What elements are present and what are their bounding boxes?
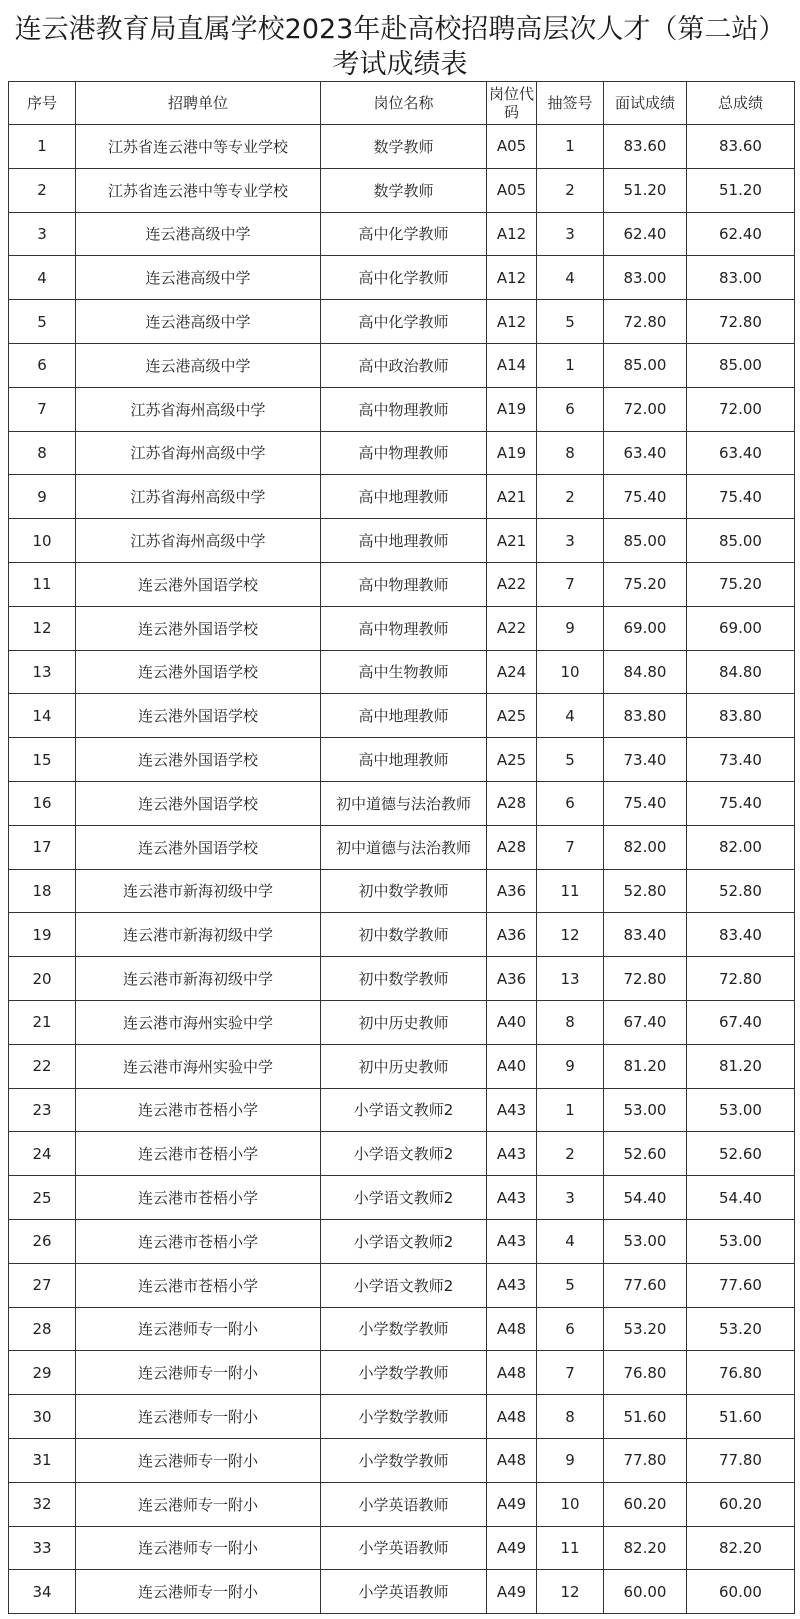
- cell-position: 初中历史教师: [321, 1044, 487, 1088]
- table-row: [9, 1526, 795, 1570]
- cell-position: 数学教师: [321, 125, 487, 169]
- cell-total: 51.60: [687, 1395, 795, 1439]
- cell-no: 22: [9, 1044, 76, 1088]
- cell-unit: 江苏省海州高级中学: [76, 431, 321, 475]
- table-row: [9, 1351, 795, 1395]
- cell-code: A48: [487, 1351, 537, 1395]
- cell-unit: 连云港外国语学校: [76, 562, 321, 606]
- cell-position: 小学语文教师2: [321, 1263, 487, 1307]
- cell-unit: 连云港市新海初级中学: [76, 957, 321, 1001]
- header-lot: 抽签号: [537, 82, 604, 125]
- cell-unit: 连云港市苍梧小学: [76, 1132, 321, 1176]
- cell-no: 18: [9, 869, 76, 913]
- table-row: [9, 1482, 795, 1526]
- cell-lot: 6: [537, 1307, 604, 1351]
- table-row: [9, 256, 795, 300]
- cell-no: 21: [9, 1000, 76, 1044]
- cell-total: 52.80: [687, 869, 795, 913]
- cell-position: 初中道德与法治教师: [321, 781, 487, 825]
- cell-code: A14: [487, 343, 537, 387]
- cell-code: A48: [487, 1438, 537, 1482]
- cell-total: 51.20: [687, 168, 795, 212]
- cell-position: 高中生物教师: [321, 650, 487, 694]
- cell-no: 12: [9, 606, 76, 650]
- cell-lot: 10: [537, 650, 604, 694]
- cell-no: 23: [9, 1088, 76, 1132]
- cell-unit: 连云港高级中学: [76, 343, 321, 387]
- cell-position: 高中化学教师: [321, 300, 487, 344]
- header-total: 总成绩: [687, 82, 795, 125]
- table-row: [9, 1044, 795, 1088]
- score-table: [8, 81, 795, 1614]
- cell-total: 53.00: [687, 1219, 795, 1263]
- cell-code: A05: [487, 168, 537, 212]
- cell-code: A28: [487, 781, 537, 825]
- cell-lot: 4: [537, 694, 604, 738]
- cell-total: 85.00: [687, 519, 795, 563]
- cell-unit: 连云港高级中学: [76, 300, 321, 344]
- cell-code: A36: [487, 869, 537, 913]
- cell-code: A43: [487, 1132, 537, 1176]
- cell-unit: 连云港市苍梧小学: [76, 1263, 321, 1307]
- cell-total: 77.60: [687, 1263, 795, 1307]
- cell-interview: 52.60: [604, 1132, 687, 1176]
- cell-unit: 连云港师专一附小: [76, 1351, 321, 1395]
- cell-interview: 54.40: [604, 1176, 687, 1220]
- cell-total: 72.80: [687, 300, 795, 344]
- cell-code: A22: [487, 606, 537, 650]
- cell-position: 高中地理教师: [321, 475, 487, 519]
- cell-code: A43: [487, 1088, 537, 1132]
- cell-interview: 83.80: [604, 694, 687, 738]
- cell-unit: 连云港外国语学校: [76, 825, 321, 869]
- cell-lot: 3: [537, 1176, 604, 1220]
- cell-interview: 72.80: [604, 957, 687, 1001]
- cell-interview: 72.00: [604, 387, 687, 431]
- header-no: 序号: [9, 82, 76, 125]
- cell-position: 高中地理教师: [321, 738, 487, 782]
- cell-position: 高中地理教师: [321, 694, 487, 738]
- cell-code: A19: [487, 431, 537, 475]
- cell-unit: 江苏省海州高级中学: [76, 519, 321, 563]
- table-row: [9, 387, 795, 431]
- cell-interview: 69.00: [604, 606, 687, 650]
- cell-position: 高中政治教师: [321, 343, 487, 387]
- cell-no: 8: [9, 431, 76, 475]
- cell-code: A49: [487, 1482, 537, 1526]
- table-row: [9, 825, 795, 869]
- cell-unit: 连云港市新海初级中学: [76, 869, 321, 913]
- cell-total: 85.00: [687, 343, 795, 387]
- cell-total: 75.20: [687, 562, 795, 606]
- cell-interview: 77.60: [604, 1263, 687, 1307]
- cell-position: 高中地理教师: [321, 519, 487, 563]
- cell-no: 32: [9, 1482, 76, 1526]
- cell-lot: 7: [537, 825, 604, 869]
- table-row: [9, 957, 795, 1001]
- cell-interview: 85.00: [604, 343, 687, 387]
- cell-position: 初中数学教师: [321, 913, 487, 957]
- cell-interview: 60.20: [604, 1482, 687, 1526]
- cell-lot: 8: [537, 1395, 604, 1439]
- cell-code: A40: [487, 1044, 537, 1088]
- cell-no: 3: [9, 212, 76, 256]
- cell-no: 5: [9, 300, 76, 344]
- cell-code: A21: [487, 519, 537, 563]
- cell-lot: 9: [537, 606, 604, 650]
- cell-no: 20: [9, 957, 76, 1001]
- cell-total: 72.80: [687, 957, 795, 1001]
- cell-lot: 4: [537, 1219, 604, 1263]
- cell-interview: 63.40: [604, 431, 687, 475]
- cell-unit: 连云港市苍梧小学: [76, 1088, 321, 1132]
- cell-total: 83.40: [687, 913, 795, 957]
- cell-interview: 81.20: [604, 1044, 687, 1088]
- document-subtitle: 考试成绩表: [332, 49, 468, 80]
- cell-total: 75.40: [687, 475, 795, 519]
- cell-interview: 53.20: [604, 1307, 687, 1351]
- table-row: [9, 1263, 795, 1307]
- cell-code: A12: [487, 256, 537, 300]
- table-row: [9, 168, 795, 212]
- cell-lot: 9: [537, 1438, 604, 1482]
- cell-unit: 连云港市新海初级中学: [76, 913, 321, 957]
- cell-lot: 2: [537, 1132, 604, 1176]
- cell-total: 83.60: [687, 125, 795, 169]
- cell-interview: 83.60: [604, 125, 687, 169]
- table-row: [9, 212, 795, 256]
- cell-unit: 连云港外国语学校: [76, 781, 321, 825]
- cell-interview: 51.20: [604, 168, 687, 212]
- table-body: [9, 125, 795, 1614]
- cell-code: A21: [487, 475, 537, 519]
- cell-position: 初中数学教师: [321, 869, 487, 913]
- cell-lot: 1: [537, 125, 604, 169]
- cell-no: 27: [9, 1263, 76, 1307]
- cell-unit: 连云港市苍梧小学: [76, 1219, 321, 1263]
- cell-code: A48: [487, 1395, 537, 1439]
- cell-no: 29: [9, 1351, 76, 1395]
- cell-no: 6: [9, 343, 76, 387]
- cell-total: 53.20: [687, 1307, 795, 1351]
- table-row: [9, 125, 795, 169]
- header-code: 岗位代码: [487, 82, 537, 125]
- cell-position: 初中道德与法治教师: [321, 825, 487, 869]
- table-row: [9, 694, 795, 738]
- cell-lot: 7: [537, 1351, 604, 1395]
- table-header: [9, 82, 795, 125]
- cell-unit: 连云港师专一附小: [76, 1570, 321, 1614]
- cell-total: 81.20: [687, 1044, 795, 1088]
- cell-no: 24: [9, 1132, 76, 1176]
- cell-lot: 12: [537, 913, 604, 957]
- cell-interview: 60.00: [604, 1570, 687, 1614]
- cell-no: 1: [9, 125, 76, 169]
- cell-position: 初中历史教师: [321, 1000, 487, 1044]
- table-row: [9, 343, 795, 387]
- cell-total: 72.00: [687, 387, 795, 431]
- cell-total: 83.80: [687, 694, 795, 738]
- cell-interview: 75.20: [604, 562, 687, 606]
- cell-code: A25: [487, 738, 537, 782]
- cell-total: 76.80: [687, 1351, 795, 1395]
- cell-interview: 73.40: [604, 738, 687, 782]
- cell-interview: 72.80: [604, 300, 687, 344]
- cell-no: 16: [9, 781, 76, 825]
- cell-no: 17: [9, 825, 76, 869]
- cell-interview: 76.80: [604, 1351, 687, 1395]
- cell-total: 84.80: [687, 650, 795, 694]
- cell-no: 7: [9, 387, 76, 431]
- cell-code: A25: [487, 694, 537, 738]
- header-position: 岗位名称: [321, 82, 487, 125]
- cell-no: 19: [9, 913, 76, 957]
- cell-unit: 江苏省连云港中等专业学校: [76, 168, 321, 212]
- cell-total: 69.00: [687, 606, 795, 650]
- cell-position: 数学教师: [321, 168, 487, 212]
- table-row: [9, 606, 795, 650]
- cell-interview: 51.60: [604, 1395, 687, 1439]
- cell-position: 高中物理教师: [321, 562, 487, 606]
- cell-total: 53.00: [687, 1088, 795, 1132]
- table-row: [9, 1000, 795, 1044]
- cell-unit: 江苏省海州高级中学: [76, 475, 321, 519]
- cell-position: 高中物理教师: [321, 387, 487, 431]
- header-row: [9, 82, 795, 125]
- cell-interview: 82.20: [604, 1526, 687, 1570]
- cell-code: A36: [487, 957, 537, 1001]
- cell-total: 73.40: [687, 738, 795, 782]
- cell-position: 高中物理教师: [321, 606, 487, 650]
- cell-lot: 3: [537, 519, 604, 563]
- cell-lot: 5: [537, 738, 604, 782]
- cell-unit: 连云港师专一附小: [76, 1438, 321, 1482]
- cell-code: A12: [487, 212, 537, 256]
- table-row: [9, 1219, 795, 1263]
- cell-code: A48: [487, 1307, 537, 1351]
- cell-unit: 连云港高级中学: [76, 256, 321, 300]
- cell-interview: 62.40: [604, 212, 687, 256]
- cell-code: A28: [487, 825, 537, 869]
- cell-total: 82.00: [687, 825, 795, 869]
- table-row: [9, 431, 795, 475]
- table-row: [9, 1570, 795, 1614]
- cell-interview: 53.00: [604, 1088, 687, 1132]
- cell-position: 小学数学教师: [321, 1395, 487, 1439]
- table-row: [9, 1132, 795, 1176]
- cell-interview: 77.80: [604, 1438, 687, 1482]
- cell-lot: 5: [537, 300, 604, 344]
- cell-code: A49: [487, 1526, 537, 1570]
- cell-lot: 11: [537, 869, 604, 913]
- table-row: [9, 300, 795, 344]
- cell-code: A12: [487, 300, 537, 344]
- cell-no: 4: [9, 256, 76, 300]
- cell-interview: 75.40: [604, 475, 687, 519]
- cell-no: 15: [9, 738, 76, 782]
- cell-interview: 52.80: [604, 869, 687, 913]
- cell-unit: 连云港师专一附小: [76, 1307, 321, 1351]
- cell-total: 63.40: [687, 431, 795, 475]
- cell-code: A19: [487, 387, 537, 431]
- table-row: [9, 869, 795, 913]
- cell-unit: 连云港外国语学校: [76, 738, 321, 782]
- cell-no: 10: [9, 519, 76, 563]
- cell-position: 小学数学教师: [321, 1351, 487, 1395]
- cell-unit: 连云港师专一附小: [76, 1526, 321, 1570]
- cell-total: 62.40: [687, 212, 795, 256]
- table-row: [9, 1307, 795, 1351]
- cell-interview: 83.40: [604, 913, 687, 957]
- cell-lot: 3: [537, 212, 604, 256]
- cell-total: 83.00: [687, 256, 795, 300]
- cell-total: 82.20: [687, 1526, 795, 1570]
- cell-position: 小学语文教师2: [321, 1132, 487, 1176]
- table-row: [9, 1176, 795, 1220]
- cell-no: 33: [9, 1526, 76, 1570]
- cell-total: 52.60: [687, 1132, 795, 1176]
- cell-position: 高中化学教师: [321, 212, 487, 256]
- cell-lot: 2: [537, 475, 604, 519]
- cell-interview: 67.40: [604, 1000, 687, 1044]
- table-row: [9, 1438, 795, 1482]
- table-row: [9, 519, 795, 563]
- table-row: [9, 913, 795, 957]
- cell-interview: 75.40: [604, 781, 687, 825]
- cell-lot: 6: [537, 387, 604, 431]
- cell-no: 31: [9, 1438, 76, 1482]
- cell-total: 67.40: [687, 1000, 795, 1044]
- cell-position: 小学英语教师: [321, 1482, 487, 1526]
- table-row: [9, 475, 795, 519]
- cell-lot: 13: [537, 957, 604, 1001]
- cell-no: 30: [9, 1395, 76, 1439]
- cell-position: 初中数学教师: [321, 957, 487, 1001]
- cell-unit: 连云港外国语学校: [76, 606, 321, 650]
- cell-lot: 10: [537, 1482, 604, 1526]
- cell-lot: 6: [537, 781, 604, 825]
- table-row: [9, 738, 795, 782]
- cell-position: 小学英语教师: [321, 1526, 487, 1570]
- cell-no: 34: [9, 1570, 76, 1614]
- cell-total: 60.00: [687, 1570, 795, 1614]
- header-interview: 面试成绩: [604, 82, 687, 125]
- cell-unit: 连云港外国语学校: [76, 650, 321, 694]
- cell-no: 25: [9, 1176, 76, 1220]
- cell-interview: 84.80: [604, 650, 687, 694]
- cell-unit: 连云港外国语学校: [76, 694, 321, 738]
- cell-code: A43: [487, 1176, 537, 1220]
- cell-no: 26: [9, 1219, 76, 1263]
- cell-position: 小学数学教师: [321, 1307, 487, 1351]
- cell-interview: 83.00: [604, 256, 687, 300]
- cell-no: 9: [9, 475, 76, 519]
- document-title: 连云港教育局直属学校2023年赴高校招聘高层次人才（第二站）: [14, 14, 786, 45]
- cell-lot: 5: [537, 1263, 604, 1307]
- header-unit: 招聘单位: [76, 82, 321, 125]
- cell-code: A36: [487, 913, 537, 957]
- table-row: [9, 781, 795, 825]
- table-row: [9, 650, 795, 694]
- cell-total: 75.40: [687, 781, 795, 825]
- cell-position: 高中化学教师: [321, 256, 487, 300]
- cell-unit: 连云港市海州实验中学: [76, 1000, 321, 1044]
- cell-interview: 82.00: [604, 825, 687, 869]
- cell-total: 60.20: [687, 1482, 795, 1526]
- cell-interview: 53.00: [604, 1219, 687, 1263]
- cell-code: A43: [487, 1219, 537, 1263]
- cell-no: 11: [9, 562, 76, 606]
- cell-code: A05: [487, 125, 537, 169]
- cell-position: 小学语文教师2: [321, 1219, 487, 1263]
- table-row: [9, 1088, 795, 1132]
- cell-total: 77.80: [687, 1438, 795, 1482]
- cell-unit: 连云港市海州实验中学: [76, 1044, 321, 1088]
- cell-lot: 1: [537, 343, 604, 387]
- cell-code: A22: [487, 562, 537, 606]
- cell-unit: 连云港师专一附小: [76, 1395, 321, 1439]
- cell-no: 28: [9, 1307, 76, 1351]
- cell-unit: 连云港市苍梧小学: [76, 1176, 321, 1220]
- cell-interview: 85.00: [604, 519, 687, 563]
- cell-position: 小学语文教师2: [321, 1088, 487, 1132]
- cell-unit: 连云港高级中学: [76, 212, 321, 256]
- cell-position: 小学语文教师2: [321, 1176, 487, 1220]
- cell-lot: 12: [537, 1570, 604, 1614]
- cell-code: A43: [487, 1263, 537, 1307]
- cell-lot: 8: [537, 1000, 604, 1044]
- cell-position: 高中物理教师: [321, 431, 487, 475]
- table-row: [9, 562, 795, 606]
- cell-lot: 2: [537, 168, 604, 212]
- cell-lot: 7: [537, 562, 604, 606]
- cell-unit: 江苏省连云港中等专业学校: [76, 125, 321, 169]
- cell-total: 54.40: [687, 1176, 795, 1220]
- cell-code: A49: [487, 1570, 537, 1614]
- table-row: [9, 1395, 795, 1439]
- cell-lot: 1: [537, 1088, 604, 1132]
- cell-lot: 4: [537, 256, 604, 300]
- cell-unit: 连云港师专一附小: [76, 1482, 321, 1526]
- cell-unit: 江苏省海州高级中学: [76, 387, 321, 431]
- cell-code: A24: [487, 650, 537, 694]
- cell-position: 小学英语教师: [321, 1570, 487, 1614]
- cell-lot: 11: [537, 1526, 604, 1570]
- cell-no: 14: [9, 694, 76, 738]
- cell-position: 小学数学教师: [321, 1438, 487, 1482]
- cell-code: A40: [487, 1000, 537, 1044]
- cell-lot: 9: [537, 1044, 604, 1088]
- cell-lot: 8: [537, 431, 604, 475]
- cell-no: 13: [9, 650, 76, 694]
- cell-no: 2: [9, 168, 76, 212]
